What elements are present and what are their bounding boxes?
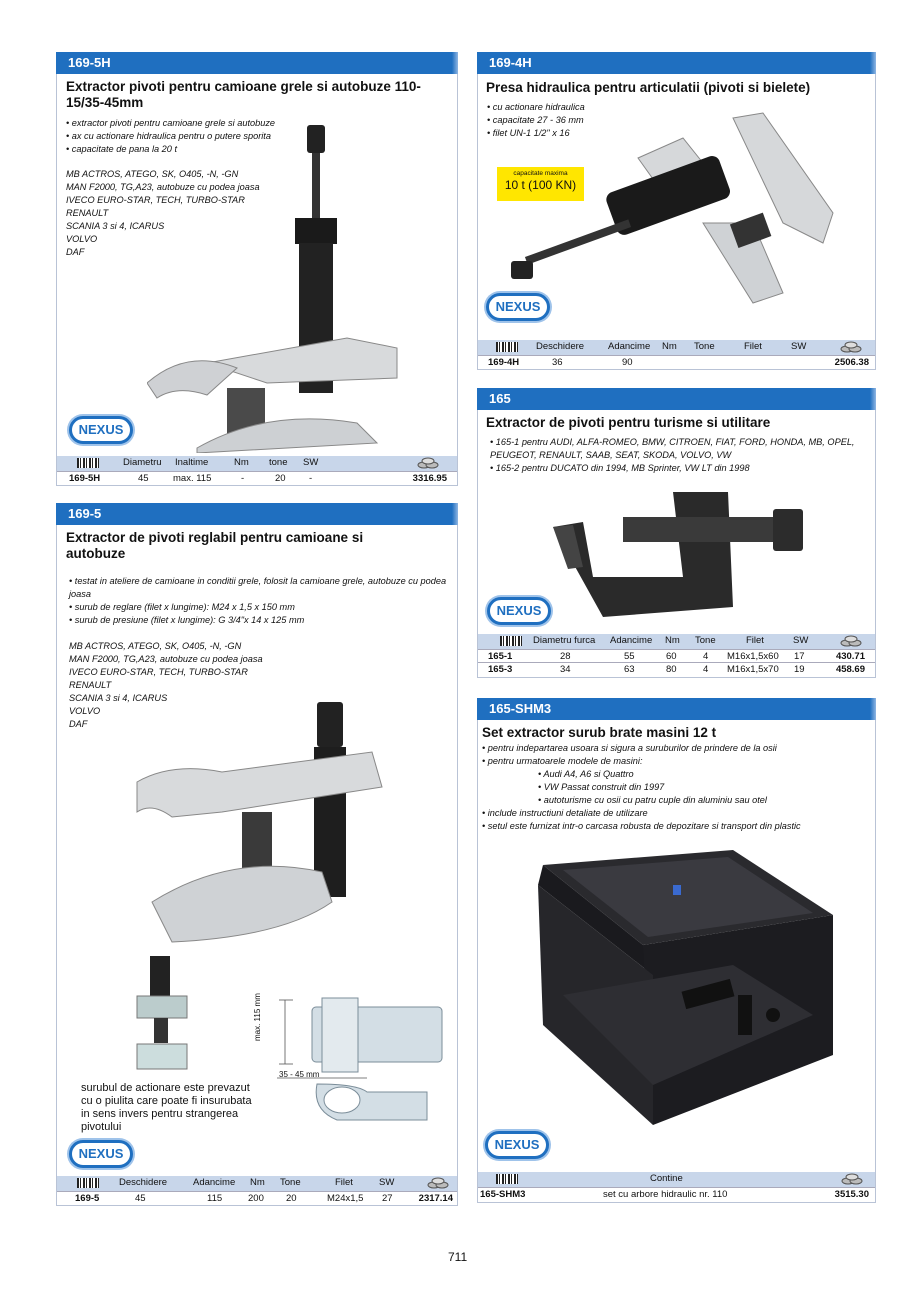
product-code-header: 165-SHM3 [477,698,870,720]
spec-table: Diametru furca Adancime Nm Tone Filet SW 165-1 28 55 60 4 M16x1,5x60 17 430.71 165-3 34 63 80 4 M16x1,5x70 19 458.69 [478,634,875,675]
product-code-header: 169-4H [477,52,870,74]
spec-table: Contine 165-SHM3 set cu arbore hidraulic nr. 110 3515.30 [478,1172,875,1200]
table-row: 165-3 34 63 80 4 M16x1,5x70 19 458.69 [478,662,875,675]
table-row: 169-5H 45 max. 115 - 20 - 3316.95 [57,471,457,484]
spec-table: Deschidere Adancime Nm Tone Filet SW 169-5 45 115 200 20 M24x1,5 27 2317.14 [57,1176,457,1204]
feature-list: • pentru indepartarea usoara si sigura a suruburilor de prindere de la osii • pentru urmatoarele modele de masini: • Audi A4, A6 si Quattro • VW Passat construit din 1997 • autoturisme cu osii cu patru cuple din aluminiu sau otel • include instructiuni detaliate de utilizare • setul este furnizat intr-o carcasa robusta de depozitare si transport din plastic [482,743,801,831]
nexus-logo: NEXUS [486,293,550,321]
vehicle-models-list: MB ACTROS, ATEGO, SK, O405, -N, -GN MAN F2000, TG,A23, autobuze cu podea joasa IVECO EURO-STAR, TECH, TURBO-STAR RENAULT SCANIA 3 si 4, ICARUS VOLVO DAF [69,641,263,729]
page-number: 711 [448,1250,468,1264]
barcode-icon [496,342,518,352]
nexus-logo: NEXUS [485,1131,549,1159]
price-coins-icon [417,457,439,469]
feature-list: • testat in ateliere de camioane in conditii grele, folosit la camioane grele, autobuze cu podea joasa • surub de reglare (filet x lungime): M24 x 1,5 x 150 mm • surub de presiune (filet x lungime): G 3/4"x 14 x 125 mm [69,576,447,625]
price-coins-icon [427,1177,449,1189]
price-coins-icon [840,341,862,353]
product-card-169-5 [56,503,458,1206]
capacity-badge: capacitate maxima 10 t (100 KN) [497,167,584,201]
barcode-icon [496,1174,518,1184]
screw-note: surubul de actionare este prevazut cu o piulita care poate fi insurubata in sens invers pentru strangerea pivotului [81,1082,252,1133]
product-code-header: 169-5H [56,52,452,74]
product-title: Extractor de pivoti pentru turisme si utilitare [486,415,771,430]
feature-list: • 165-1 pentru AUDI, ALFA-ROMEO, BMW, CITROEN, FIAT, FORD, HONDA, MB, OPEL, PEUGEOT, RENAULT, SAAB, SEAT, SKODA, VOLVO, VW • 165-2 pentru DUCATO din 1994, MB Sprinter, VW LT din 1998 [490,437,855,473]
price-coins-icon [840,635,862,647]
tool-case-image [533,845,843,1135]
barcode-icon [77,1178,99,1188]
spec-table: Deschidere Adancime Nm Tone Filet SW 169-4H 36 90 2506.38 [478,340,875,368]
ball-joint-extractor-image [147,123,427,453]
actuating-screw-detail-image [132,956,192,1076]
spec-table: Diametru Inaltime Nm tone SW 169-5H 45 max. 115 - 20 - 3316.95 [57,456,457,484]
product-card-169-4H [477,52,876,370]
product-title: Extractor pivoti pentru camioane grele si autobuze 110-15/35-45mm [66,79,421,110]
product-card-165 [477,388,876,678]
nexus-logo: NEXUS [69,416,133,444]
table-row: 169-4H 36 90 2506.38 [478,355,875,368]
product-code-header: 165 [477,388,870,410]
barcode-icon [500,636,522,646]
dimension-label-opening: 35 - 45 mm [279,1070,320,1079]
barcode-icon [77,458,99,468]
feature-list: • extractor pivoti pentru camioane grele si autobuze • ax cu actionare hidraulica pentru o putere sporita • capacitate de pana la 20 t [66,118,276,154]
hydraulic-press-image [503,103,843,323]
ball-joint-puller-image [543,487,813,627]
product-card-169-5H [56,52,458,486]
product-title: Presa hidraulica pentru articulatii (pivoti si bielete) [486,80,811,95]
adjustable-extractor-image [132,702,392,952]
price-coins-icon [841,1173,863,1185]
product-title: Set extractor surub brate masini 12 t [482,725,717,740]
vehicle-models-list: MB ACTROS, ATEGO, SK, O405, -N, -GN MAN F2000, TG,A23, autobuze cu podea joasa IVECO EURO-STAR, TECH, TURBO-STAR RENAULT SCANIA 3 si 4, ICARUS VOLVO DAF [66,169,260,257]
product-title: Extractor de pivoti reglabil pentru camioane si autobuze [66,530,364,561]
product-code-header: 169-5 [56,503,452,525]
table-row: 165-SHM3 set cu arbore hidraulic nr. 110 3515.30 [478,1187,875,1200]
nexus-logo: NEXUS [487,597,551,625]
dimension-label-depth: max. 115 mm [253,993,262,1041]
feature-list: • cu actionare hidraulica • capacitate 27 - 36 mm • filet UN-1 1/2" x 16 [487,102,585,138]
table-row: 169-5 45 115 200 20 M24x1,5 27 2317.14 [57,1191,457,1204]
dimension-diagram [257,992,447,1142]
product-card-165-SHM3 [477,698,876,1203]
table-row: 165-1 28 55 60 4 M16x1,5x60 17 430.71 [478,649,875,662]
nexus-logo: NEXUS [69,1140,133,1168]
